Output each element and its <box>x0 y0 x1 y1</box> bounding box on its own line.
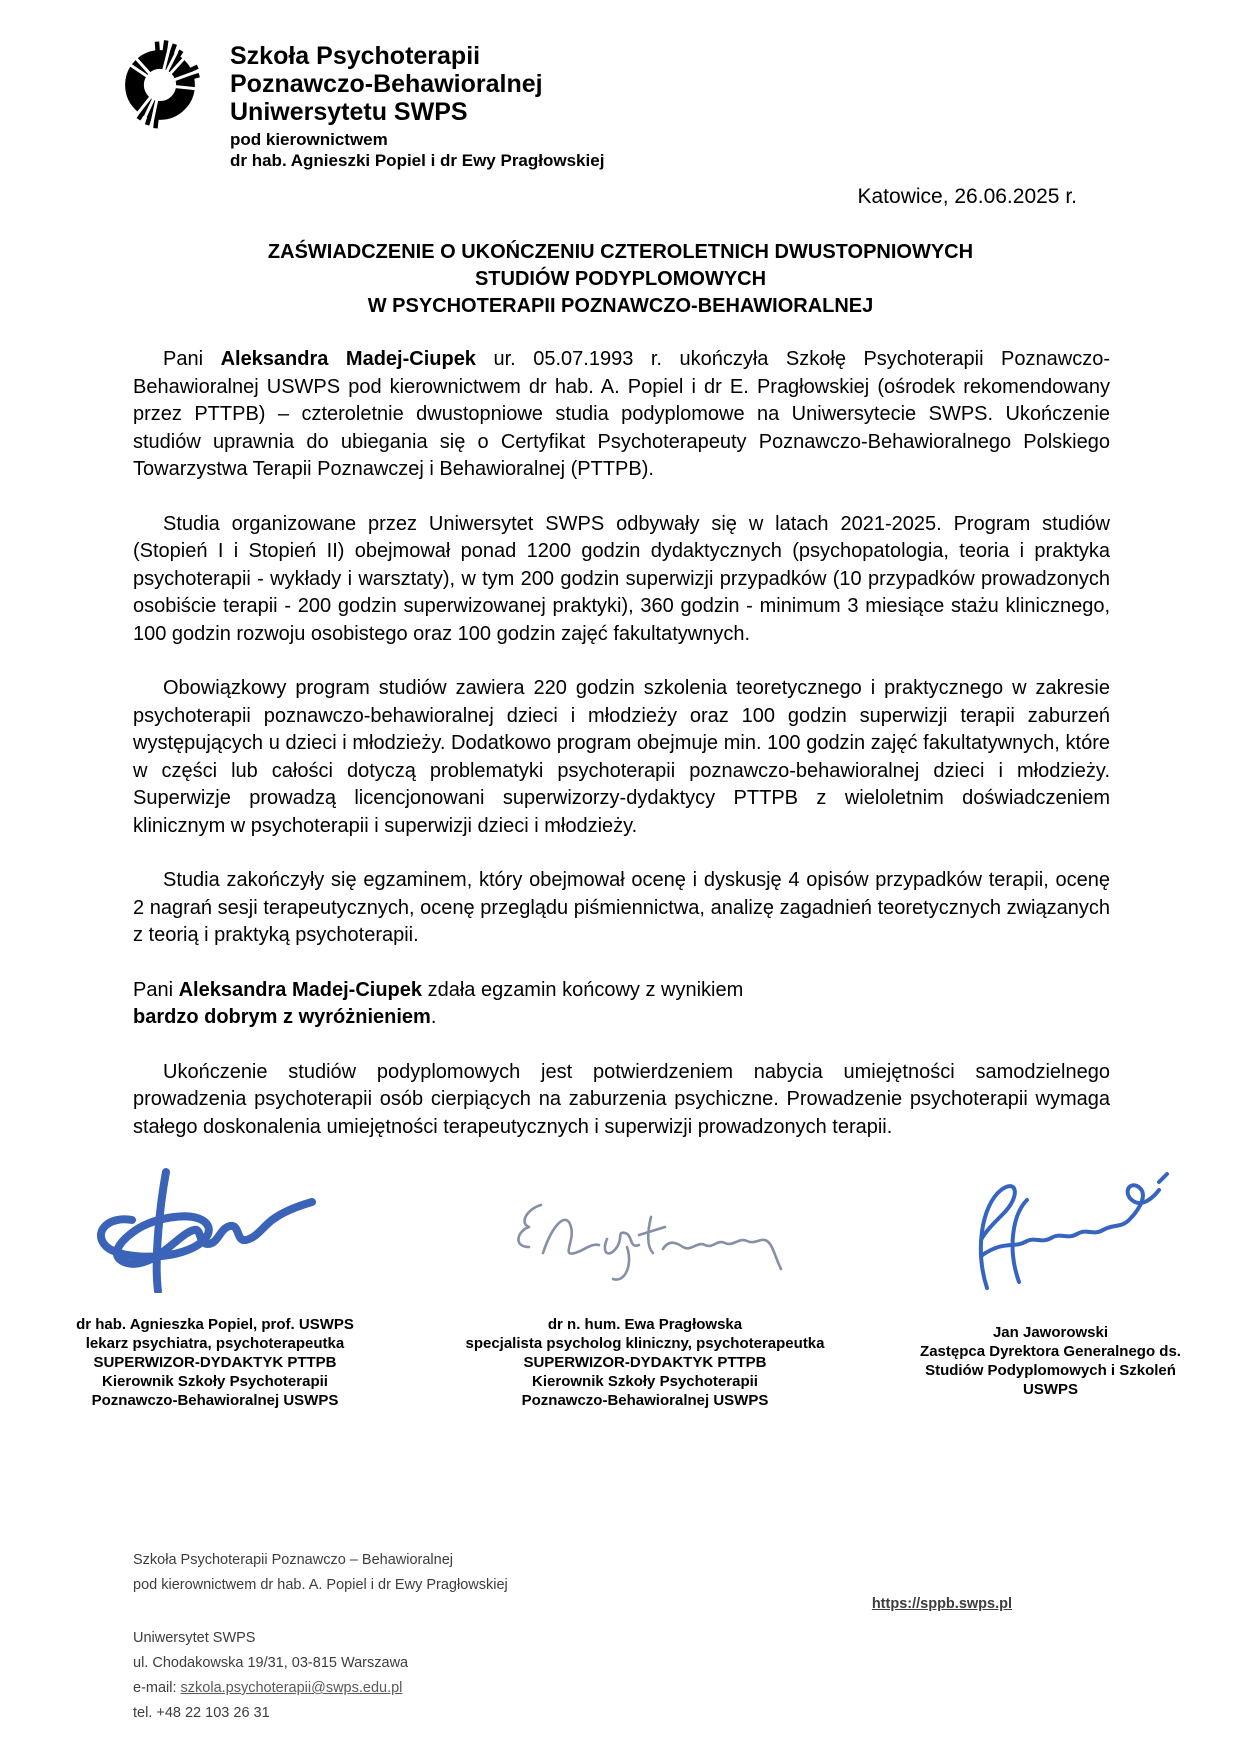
signature-row <box>0 1168 1241 1410</box>
signatory-caption <box>465 1315 824 1410</box>
signatory-role: specjalista psycholog kliniczny, psychoterapeutka <box>465 1335 825 1352</box>
signatory-caption <box>920 1323 1181 1399</box>
email-link[interactable]: szkola.psychoterapii@swps.edu.pl <box>180 1680 403 1696</box>
paragraph-text: ur. 05.07.1993 r. ukończyła Szkołę Psychoterapii Poznawczo-Behawioralnej USWPS pod kierownictwem dr hab. A. Popiel i dr E. Pragłowskiej (ośrodek rekomendowany przez PTTPB) – czteroletnie dwustopniowe studia podyplomowe na Uniwersytecie SWPS. Ukończenie studiów uprawnia do ubiegania się o Certyfikat Psychoterapeuty Poznawczo-Behawioralnego Polskiego Towarzystwa Terapii Poznawczej i Behawioralnej (PTTPB). <box>133 348 1110 480</box>
place-and-date: Katowice, 26.06.2025 r. <box>857 185 1077 208</box>
org-subtitle-line: pod kierownictwem <box>230 130 388 149</box>
signatory-role: Kierownik Szkoły Psychoterapii <box>102 1373 328 1390</box>
signatory-name: Jan Jaworowski <box>992 1324 1109 1341</box>
signatory-caption <box>76 1315 354 1410</box>
footer-phone: tel. +48 22 103 26 31 <box>133 1705 270 1721</box>
signatory-role: Studiów Podyplomowych i Szkoleń <box>925 1362 1176 1379</box>
signatory-role: Kierownik Szkoły Psychoterapii <box>532 1373 758 1390</box>
paragraph-exam: Studia zakończyły się egzaminem, który obejmował ocenę i dyskusję 4 opisów przypadków terapii, ocenę 2 nagrań sesji terapeutycznych, ocenę przeglądu piśmiennictwa, analizę zagadnień teoretycznych związanych z teorią i praktyką psychoterapii. <box>133 869 1110 946</box>
signatory-role: USWPS <box>1022 1381 1078 1398</box>
document-title <box>0 239 1241 320</box>
footer-address: ul. Chodakowska 19/31, 03-815 Warszawa <box>133 1655 409 1671</box>
signatory-name: dr hab. Agnieszka Popiel, prof. USWPS <box>76 1316 354 1333</box>
org-name-line: Poznawczo-Behawioralnej <box>230 70 543 98</box>
signatory-role: Poznawczo-Behawioralnej USWPS <box>91 1392 339 1409</box>
document-body <box>133 346 1110 1141</box>
footer-university: Uniwersytet SWPS <box>133 1630 256 1646</box>
signatory-role: lekarz psychiatra, psychoterapeutka <box>85 1335 345 1352</box>
graduate-name: Aleksandra Madej-Ciupek <box>178 978 423 1001</box>
signatory-role: Poznawczo-Behawioralnej USWPS <box>521 1392 769 1409</box>
signature-praglowska <box>430 1168 860 1293</box>
footer-school-line: pod kierownictwem dr hab. A. Popiel i dr Ewy Pragłowskiej <box>133 1577 508 1593</box>
result-text: Pani <box>133 978 179 1001</box>
signature-block-jaworowski <box>860 1168 1241 1410</box>
exam-result-statement <box>133 977 1110 1032</box>
paragraph-child-program: Obowiązkowy program studiów zawiera 220 godzin szkolenia teoretycznego i praktycznego w zakresie psychoterapii poznawczo-behawioralnej dzieci i młodzieży oraz 100 godzin superwizji terapii zaburzeń występujących u dzieci i młodzieży. Dodatkowo program obejmuje min. 100 godzin zajęć fakultatywnych, które w części lub całości dotyczą problematyki psychoterapii poznawczo-behawioralnej dzieci i młodzieży. Superwizje prowadzą licencjonowani superwizorzy-dydaktycy PTTPB z wieloletnim doświadczeniem klinicznym w psychoterapii i superwizji dzieci i młodzieży. <box>133 677 1110 837</box>
swps-sun-logo-icon <box>106 40 214 130</box>
handwritten-signature-jaworowski-icon <box>931 1172 1171 1290</box>
exam-grade: bardzo dobrym z wyróżnieniem <box>133 1006 431 1028</box>
signatory-role: SUPERWIZOR-DYDAKTYK PTTPB <box>523 1354 767 1371</box>
org-name-line: Uniwersytetu SWPS <box>230 98 468 126</box>
document-title-line: W PSYCHOTERAPII POZNAWCZO-BEHAWIORALNEJ <box>367 295 874 317</box>
signature-popiel <box>0 1168 430 1293</box>
paragraph-text: Pani <box>163 348 221 370</box>
document-title-line: STUDIÓW PODYPLOMOWYCH <box>474 268 767 290</box>
footer-email-label: e-mail: <box>133 1680 181 1696</box>
signatory-role: SUPERWIZOR-DYDAKTYK PTTPB <box>93 1354 337 1371</box>
result-text: zdała egzamin końcowy z wynikiem <box>422 978 744 1001</box>
org-name-line: Szkoła Psychoterapii <box>230 42 481 70</box>
handwritten-signature-popiel-icon <box>70 1168 320 1293</box>
graduate-name: Aleksandra Madej-Ciupek <box>220 348 476 370</box>
footer-school-line: Szkoła Psychoterapii Poznawczo – Behawioralnej <box>133 1552 453 1568</box>
signature-block-praglowska <box>430 1168 860 1410</box>
signature-jaworowski <box>860 1168 1241 1293</box>
document-title-line: ZAŚWIADCZENIE O UKOŃCZENIU CZTEROLETNICH DWUSTOPNIOWYCH <box>267 241 974 263</box>
website-link[interactable]: https://sppb.swps.pl <box>871 1596 1012 1612</box>
footer-email-line <box>133 1676 1110 1701</box>
letterhead <box>0 0 1241 171</box>
handwritten-signature-praglowska-icon <box>505 1183 785 1293</box>
result-text: . <box>430 1006 437 1028</box>
paragraph-graduate-info <box>133 346 1110 484</box>
org-subtitle-line: dr hab. Agnieszki Popiel i dr Ewy Pragłowskiej <box>230 151 605 170</box>
paragraph-program-hours: Studia organizowane przez Uniwersytet SWPS odbywały się w latach 2021-2025. Program studiów (Stopień I i Stopień II) obejmował ponad 1200 godzin dydaktycznych (psychopatologia, teoria i praktyka psychoterapii - wykłady i warsztaty), w tym 200 godzin superwizji przypadków (10 przypadków prowadzonych osobiście terapii - 200 godzin superwizowanej praktyki), 360 godzin - minimum 3 miesiące stażu klinicznego, 100 godzin rozwoju osobistego oraz 100 godzin zajęć fakultatywnych. <box>133 512 1110 645</box>
signatory-name: dr n. hum. Ewa Pragłowska <box>547 1316 743 1333</box>
page-footer <box>133 1548 1110 1726</box>
signatory-role: Zastępca Dyrektora Generalnego ds. <box>920 1343 1181 1360</box>
org-name-block <box>230 40 604 171</box>
signature-block-popiel <box>0 1168 430 1410</box>
paragraph-closing: Ukończenie studiów podyplomowych jest potwierdzeniem nabycia umiejętności samodzielnego prowadzenia psychoterapii osób cierpiących na zaburzenia psychiczne. Prowadzenie psychoterapii wymaga stałego doskonalenia umiejętności terapeutycznych i superwizji prowadzonych terapii. <box>133 1060 1110 1138</box>
